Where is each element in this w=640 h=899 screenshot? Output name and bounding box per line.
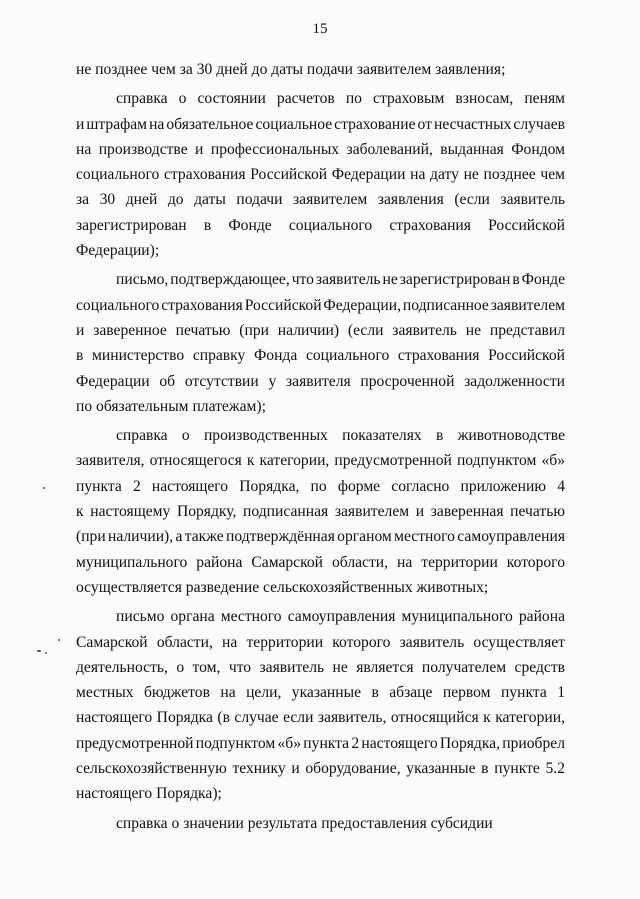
text-line: деятельность, о том, что заявитель не является получателем средств <box>76 658 565 676</box>
page-number: 15 <box>312 21 328 37</box>
document-body <box>76 57 565 836</box>
scan-speck <box>58 639 60 641</box>
text-line: Федерации об отсутствии у заявителя просроченной задолженности <box>76 372 565 390</box>
paragraph <box>76 267 565 419</box>
paragraph <box>76 811 565 836</box>
paragraph <box>76 423 565 600</box>
scan-speck <box>43 487 45 489</box>
text-line: настоящего Порядка); <box>76 785 222 803</box>
scan-speck <box>37 650 41 652</box>
text-line: социального страхования Российской Федерации, подписанное заявителем <box>76 296 565 314</box>
text-line: не позднее чем за 30 дней до даты подачи заявителем заявления; <box>76 61 506 78</box>
text-line: письмо органа местного самоуправления муниципального района <box>116 608 565 626</box>
text-line: справка о состоянии расчетов по страховым взносам, пеням <box>116 90 565 108</box>
text-line: письмо, подтверждающее, что заявитель не зарегистрирован в Фонде <box>116 271 565 289</box>
text-line: заявителя, относящегося к категории, предусмотренной подпунктом «б» <box>76 452 565 470</box>
paragraph <box>76 57 565 82</box>
text-line: сельскохозяйственную технику и оборудование, указанные в пункте 5.2 <box>76 760 565 778</box>
text-line: осуществляется разведение сельскохозяйственных животных; <box>76 578 489 596</box>
text-line: Самарской области, на территории которого заявитель осуществляет <box>76 633 565 651</box>
text-line: муниципального района Самарской области, на территории которого <box>76 553 565 571</box>
scan-speck <box>45 652 47 654</box>
text-line: справка о производственных показателях в животноводстве <box>116 427 565 445</box>
text-line: на производстве и профессиональных заболеваний, выданная Фондом <box>76 140 565 158</box>
text-line: местных бюджетов на цели, указанные в абзаце первом пункта 1 <box>76 684 565 702</box>
paragraph <box>76 604 565 806</box>
text-line: зарегистрирован в Фонде социального страхования Российской <box>76 216 565 234</box>
text-line: социального страхования Российской Федерации на дату не позднее чем <box>76 166 565 184</box>
text-line: настоящего Порядка (в случае если заявитель, относящийся к категории, <box>76 709 565 727</box>
paragraph <box>76 86 565 263</box>
text-line: (при наличии), а также подтверждённая органом местного самоуправления <box>76 528 565 546</box>
text-line: за 30 дней до даты подачи заявителем заявления (если заявитель <box>76 191 565 209</box>
text-line: и штрафам на обязательное социальное страхование от несчастных случаев <box>76 115 565 133</box>
text-line: в министерство справку Фонда социального страхования Российской <box>76 347 565 365</box>
text-line: предусмотренной подпунктом «б» пункта 2 настоящего Порядка, приобрел <box>76 734 565 752</box>
text-line: Федерации); <box>76 242 160 260</box>
text-line: пункта 2 настоящего Порядка, по форме согласно приложению 4 <box>76 477 565 495</box>
text-line: к настоящему Порядку, подписанная заявителем и заверенная печатью <box>76 503 565 521</box>
text-line: по обязательным платежам); <box>76 397 266 415</box>
text-line: справка о значении результата предоставления субсидии <box>116 814 493 832</box>
text-line: и заверенное печатью (при наличии) (если заявитель не представил <box>76 321 565 339</box>
